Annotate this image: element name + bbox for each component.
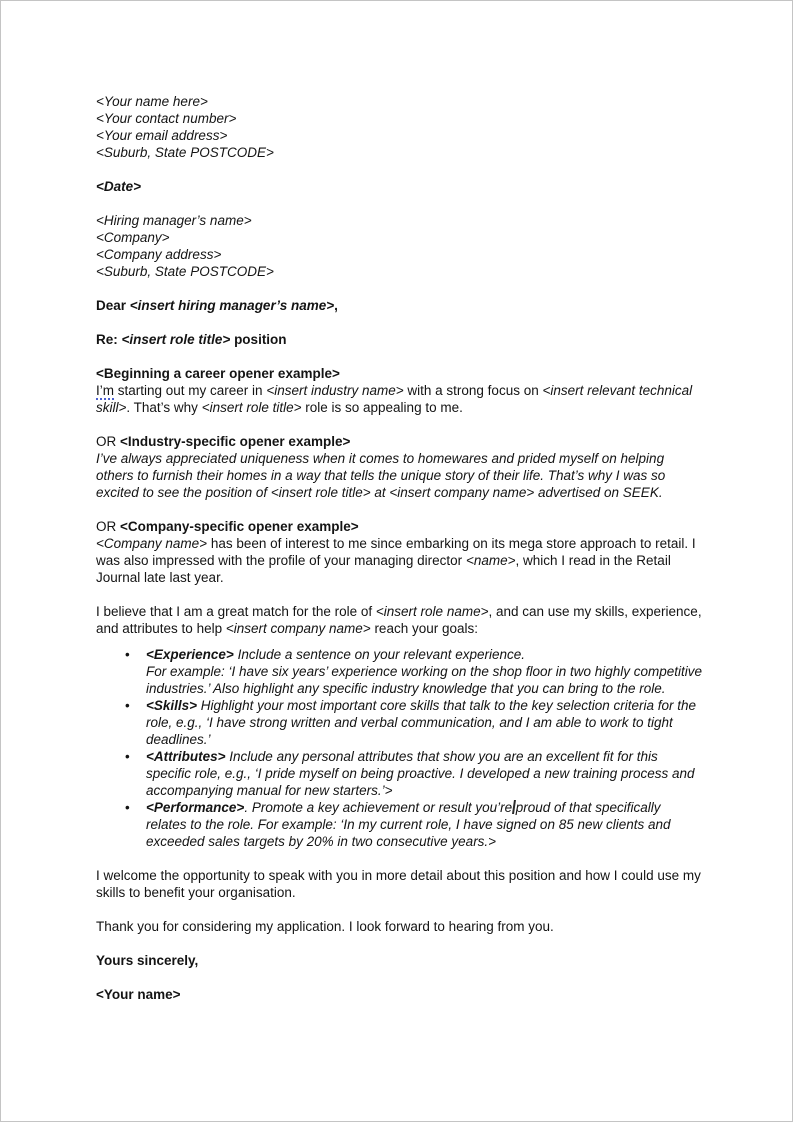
bullet-performance[interactable] xyxy=(146,799,704,850)
text-run: reach your goals: xyxy=(370,621,478,636)
text-run: For example: ‘I have six years’ experience working on the shop floor in two highly competitive industries.’ Also highlight any specific industry knowledge that you can bring to the role. xyxy=(146,664,703,696)
text-run: I believe that I am a great match for the role of xyxy=(96,604,376,619)
text-run: , which I read in the Retail Journal late last year. xyxy=(96,553,671,585)
text-run: . Promote a key achievement or result you’re xyxy=(244,800,513,815)
text-run: <Industry-specific opener example> xyxy=(120,434,351,449)
career-opener-paragraph[interactable] xyxy=(96,365,704,416)
bullet-skills[interactable] xyxy=(146,697,704,748)
text-run: Highlight your most important core skills that talk to the key selection criteria for the role, e.g., ‘I have strong written and verbal communication, and I am able to work to tight deadlines.’ xyxy=(146,698,697,747)
signature-name[interactable] xyxy=(96,986,704,1003)
text-run: <Date> xyxy=(96,179,142,194)
text-run: <Your name here> xyxy=(96,94,208,109)
text-run: <name> xyxy=(465,553,516,568)
letter-content[interactable] xyxy=(96,93,704,1020)
industry-opener-paragraph[interactable] xyxy=(96,433,704,501)
text-run: Dear xyxy=(96,298,130,313)
subject-line[interactable] xyxy=(96,331,704,348)
text-run: Yours sincerely, xyxy=(96,953,199,968)
text-run: <insert relevant technical skill> xyxy=(96,383,693,415)
sender-details[interactable] xyxy=(96,93,704,161)
text-run: , and can use my skills, experience, and attributes to help xyxy=(96,604,702,636)
date-line[interactable] xyxy=(96,178,704,195)
text-run: has been of interest to me since embarking on its mega store approach to retail. I was also impressed with the profile of your managing director xyxy=(96,536,696,568)
text-run: <Company> xyxy=(96,230,170,245)
text-run: <insert role title> xyxy=(121,332,231,347)
text-run: <Hiring manager’s name> xyxy=(96,213,252,228)
text-run: starting out my career in xyxy=(114,383,267,398)
text-run: Include a sentence on your relevant experience. xyxy=(233,647,525,662)
text-run: with a strong focus on xyxy=(403,383,543,398)
text-run: <Your name> xyxy=(96,987,181,1002)
text-run: <Experience> xyxy=(146,647,234,662)
text-run: <Company name> xyxy=(96,536,208,551)
text-run: <insert role name> xyxy=(375,604,489,619)
bullet-attributes[interactable] xyxy=(146,748,704,799)
text-run: <Performance> xyxy=(146,800,245,815)
welcome-paragraph[interactable] xyxy=(96,867,704,901)
text-run: <Your email address> xyxy=(96,128,228,143)
text-run: Re: xyxy=(96,332,122,347)
text-run: <insert company name> xyxy=(225,621,371,636)
text-run: <Beginning a career opener example> xyxy=(96,366,340,381)
company-opener-paragraph[interactable] xyxy=(96,518,704,586)
text-run: role is so appealing to me. xyxy=(301,400,463,415)
text-run: <Skills> xyxy=(146,698,198,713)
text-run: . That’s why xyxy=(126,400,202,415)
text-run: <Suburb, State POSTCODE> xyxy=(96,264,274,279)
text-run: I’m xyxy=(96,383,114,398)
salutation-line[interactable] xyxy=(96,297,704,314)
text-run: position xyxy=(230,332,287,347)
match-statement-paragraph[interactable] xyxy=(96,603,704,637)
recipient-details[interactable] xyxy=(96,212,704,280)
text-run: I’ve always appreciated uniqueness when it comes to homewares and prided myself on helping others to furnish their homes in a way that tells the unique story of their life. That’s why I was so excited to see the position of <insert role title> at <insert company name> advertised on SEEK. xyxy=(96,451,666,500)
text-run: proud of that specifically relates to the role. For example: ‘In my current role, I have signed on 85 new clients and exceeded sales targets by 20% in two consecutive years.> xyxy=(146,800,671,849)
text-run: <insert role title> xyxy=(201,400,302,415)
thanks-paragraph[interactable] xyxy=(96,918,704,935)
text-run: Include any personal attributes that show you are an excellent fit for this specific role, e.g., ‘I pride myself on being proactive. I developed a new training process and accompanying manual for new starters.’> xyxy=(146,749,695,798)
text-run: I welcome the opportunity to speak with you in more detail about this position and how I could use my skills to benefit your organisation. xyxy=(96,868,701,900)
signoff-line[interactable] xyxy=(96,952,704,969)
text-run: <insert hiring manager’s name> xyxy=(129,298,335,313)
text-run: <Your contact number> xyxy=(96,111,237,126)
bullet-experience[interactable] xyxy=(146,646,704,697)
text-run: <Company address> xyxy=(96,247,222,262)
text-run: <Attributes> xyxy=(146,749,226,764)
text-run: , xyxy=(334,298,338,313)
text-run: Thank you for considering my application. I look forward to hearing from you. xyxy=(96,919,554,934)
text-run: <insert industry name> xyxy=(266,383,404,398)
goals-bullet-list[interactable] xyxy=(96,646,704,850)
text-run: <Company-specific opener example> xyxy=(120,519,359,534)
text-run: OR xyxy=(96,519,121,534)
text-run: OR xyxy=(96,434,121,449)
text-run: <Suburb, State POSTCODE> xyxy=(96,145,274,160)
